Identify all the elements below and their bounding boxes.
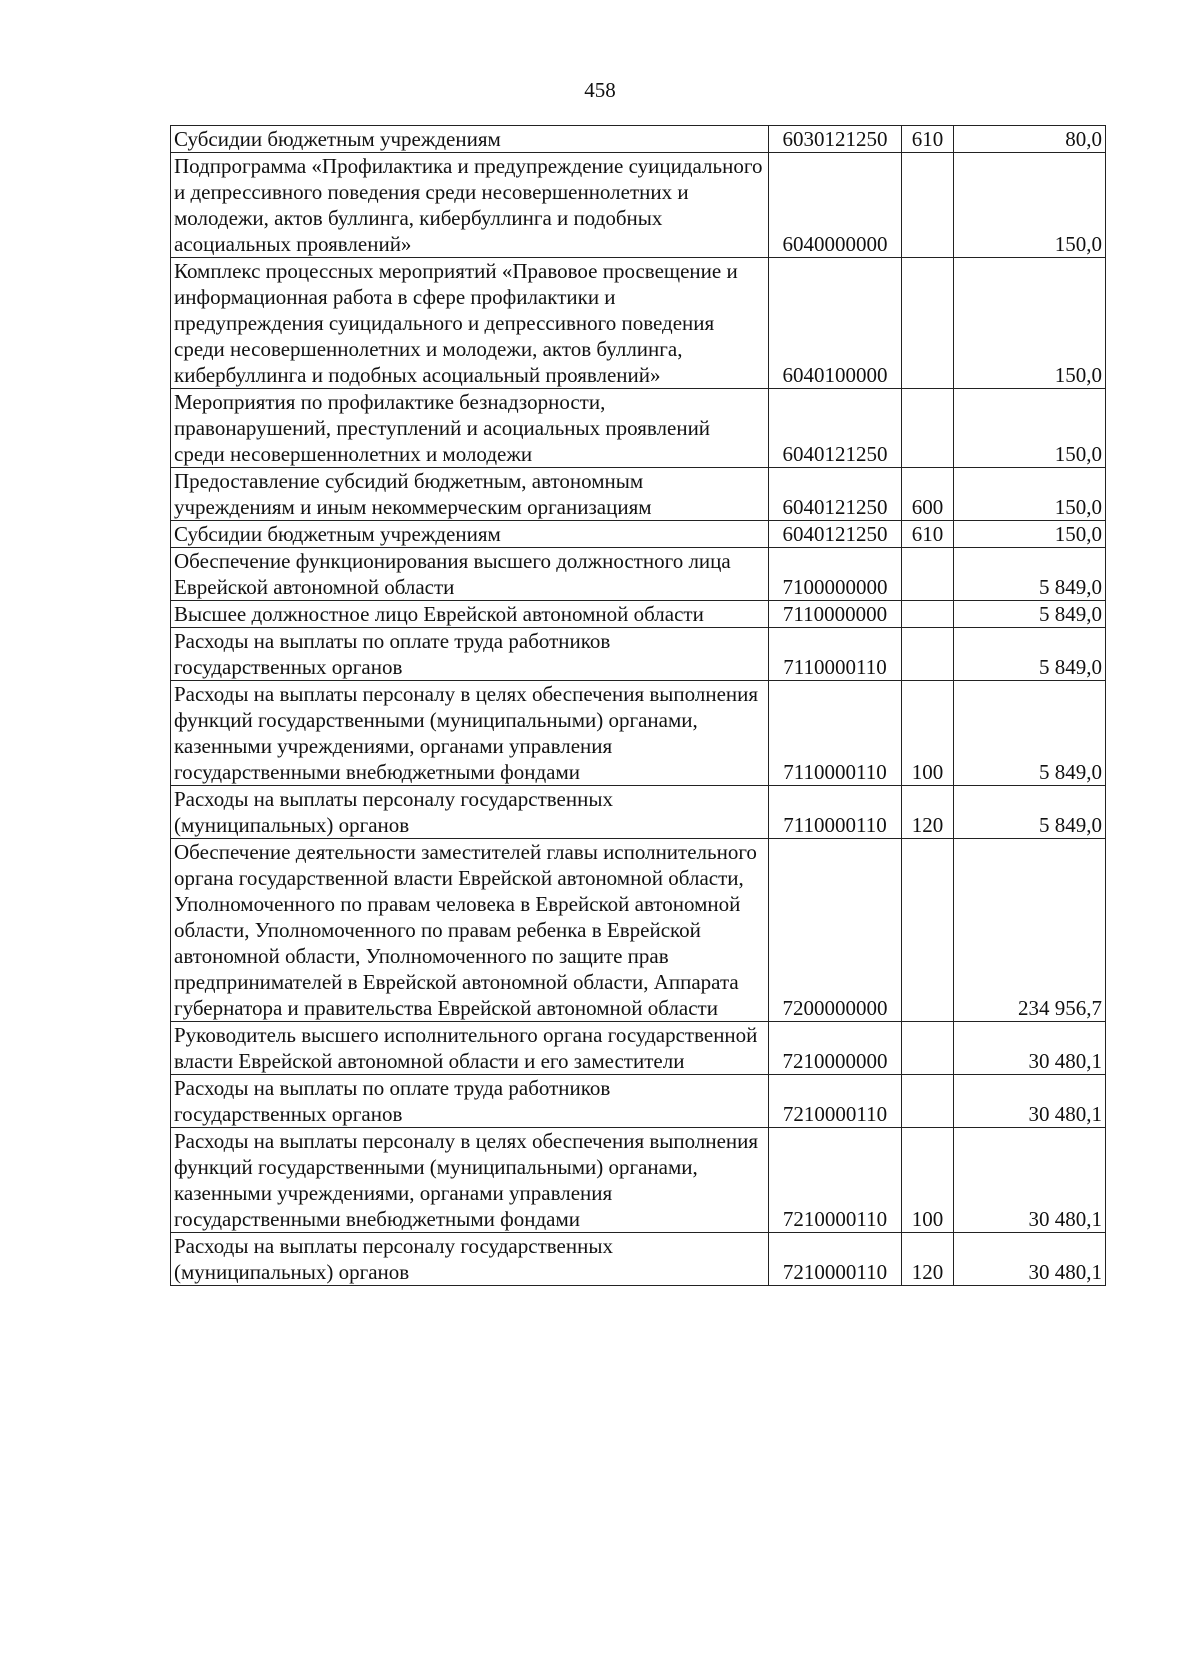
table-row	[171, 153, 1106, 258]
expense-type-cell: 610	[902, 126, 954, 153]
page-number: 458	[584, 78, 616, 102]
expense-type-cell	[902, 153, 954, 258]
target-code-cell: 6040121250	[769, 468, 902, 521]
target-code-cell: 7210000110	[769, 1233, 902, 1286]
expense-name-cell: Расходы на выплаты персоналу в целях обеспечения выполнения функций государственными (муниципальными) органами, казенными учреждениями, органами управления государственными внебюджетными фондами	[171, 1128, 769, 1233]
table-row	[171, 786, 1106, 839]
expense-type-cell: 120	[902, 786, 954, 839]
expense-name-cell: Обеспечение функционирования высшего должностного лица Еврейской автономной области	[171, 548, 769, 601]
target-code-cell: 7110000110	[769, 681, 902, 786]
table-row	[171, 601, 1106, 628]
table-row	[171, 521, 1106, 548]
expense-type-cell	[902, 548, 954, 601]
amount-cell: 5 849,0	[954, 628, 1106, 681]
expense-name-cell: Высшее должностное лицо Еврейской автономной области	[171, 601, 769, 628]
target-code-cell: 7110000110	[769, 628, 902, 681]
amount-cell: 80,0	[954, 126, 1106, 153]
amount-cell: 150,0	[954, 521, 1106, 548]
amount-cell: 30 480,1	[954, 1128, 1106, 1233]
table-row	[171, 681, 1106, 786]
expense-name-cell: Комплекс процессных мероприятий «Правовое просвещение и информационная работа в сфере профилактики и предупреждения суицидального и депрессивного поведения среди несовершеннолетних и молодежи, актов буллинга, кибербуллинга и подобных асоциальный проявлений»	[171, 258, 769, 389]
expense-name-cell: Мероприятия по профилактике безнадзорности, правонарушений, преступлений и асоциальных проявлений среди несовершеннолетних и молодежи	[171, 389, 769, 468]
table-row	[171, 389, 1106, 468]
amount-cell: 150,0	[954, 468, 1106, 521]
table-row	[171, 258, 1106, 389]
budget-table	[170, 125, 1106, 1286]
target-code-cell: 6040000000	[769, 153, 902, 258]
expense-name-cell: Расходы на выплаты персоналу государственных (муниципальных) органов	[171, 786, 769, 839]
table-row	[171, 1075, 1106, 1128]
expense-type-cell	[902, 258, 954, 389]
expense-type-cell	[902, 601, 954, 628]
table-row	[171, 1022, 1106, 1075]
expense-name-cell: Субсидии бюджетным учреждениям	[171, 126, 769, 153]
target-code-cell: 7210000110	[769, 1128, 902, 1233]
amount-cell: 30 480,1	[954, 1233, 1106, 1286]
expense-name-cell: Расходы на выплаты по оплате труда работников государственных органов	[171, 628, 769, 681]
table-row	[171, 1128, 1106, 1233]
amount-cell: 150,0	[954, 153, 1106, 258]
expense-name-cell: Расходы на выплаты персоналу в целях обеспечения выполнения функций государственными (муниципальными) органами, казенными учреждениями, органами управления государственными внебюджетными фондами	[171, 681, 769, 786]
table-row	[171, 548, 1106, 601]
amount-cell: 5 849,0	[954, 681, 1106, 786]
target-code-cell: 7100000000	[769, 548, 902, 601]
expense-type-cell	[902, 1022, 954, 1075]
expense-type-cell	[902, 839, 954, 1022]
table-row	[171, 1233, 1106, 1286]
budget-table-body	[171, 126, 1106, 1286]
target-code-cell: 7210000000	[769, 1022, 902, 1075]
expense-name-cell: Расходы на выплаты персоналу государственных (муниципальных) органов	[171, 1233, 769, 1286]
expense-name-cell: Руководитель высшего исполнительного органа государственной власти Еврейской автономной области и его заместители	[171, 1022, 769, 1075]
expense-name-cell: Обеспечение деятельности заместителей главы исполнительного органа государственной власти Еврейской автономной области, Уполномоченного по правам человека в Еврейской автономной области, Уполномоченного по правам ребенка в Еврейской автономной области, Уполномоченного по защите прав предпринимателей в Еврейской автономной области, Аппарата губернатора и правительства Еврейской автономной области	[171, 839, 769, 1022]
amount-cell: 5 849,0	[954, 601, 1106, 628]
amount-cell: 5 849,0	[954, 548, 1106, 601]
amount-cell: 150,0	[954, 258, 1106, 389]
expense-name-cell: Предоставление субсидий бюджетным, автономным учреждениям и иным некоммерческим организациям	[171, 468, 769, 521]
expense-name-cell: Расходы на выплаты по оплате труда работников государственных органов	[171, 1075, 769, 1128]
table-row	[171, 126, 1106, 153]
target-code-cell: 7110000000	[769, 601, 902, 628]
expense-type-cell: 610	[902, 521, 954, 548]
amount-cell: 150,0	[954, 389, 1106, 468]
table-row	[171, 628, 1106, 681]
amount-cell: 30 480,1	[954, 1075, 1106, 1128]
expense-type-cell	[902, 1075, 954, 1128]
amount-cell: 30 480,1	[954, 1022, 1106, 1075]
expense-type-cell	[902, 628, 954, 681]
amount-cell: 234 956,7	[954, 839, 1106, 1022]
expense-type-cell: 600	[902, 468, 954, 521]
table-row	[171, 468, 1106, 521]
target-code-cell: 6030121250	[769, 126, 902, 153]
target-code-cell: 7210000110	[769, 1075, 902, 1128]
target-code-cell: 6040121250	[769, 389, 902, 468]
amount-cell: 5 849,0	[954, 786, 1106, 839]
expense-type-cell: 120	[902, 1233, 954, 1286]
expense-type-cell: 100	[902, 681, 954, 786]
expense-name-cell: Субсидии бюджетным учреждениям	[171, 521, 769, 548]
expense-type-cell: 100	[902, 1128, 954, 1233]
table-row	[171, 839, 1106, 1022]
target-code-cell: 7200000000	[769, 839, 902, 1022]
expense-name-cell: Подпрограмма «Профилактика и предупреждение суицидального и депрессивного поведения среди несовершеннолетних и молодежи, актов буллинга, кибербуллинга и подобных асоциальных проявлений»	[171, 153, 769, 258]
target-code-cell: 7110000110	[769, 786, 902, 839]
expense-type-cell	[902, 389, 954, 468]
target-code-cell: 6040121250	[769, 521, 902, 548]
target-code-cell: 6040100000	[769, 258, 902, 389]
